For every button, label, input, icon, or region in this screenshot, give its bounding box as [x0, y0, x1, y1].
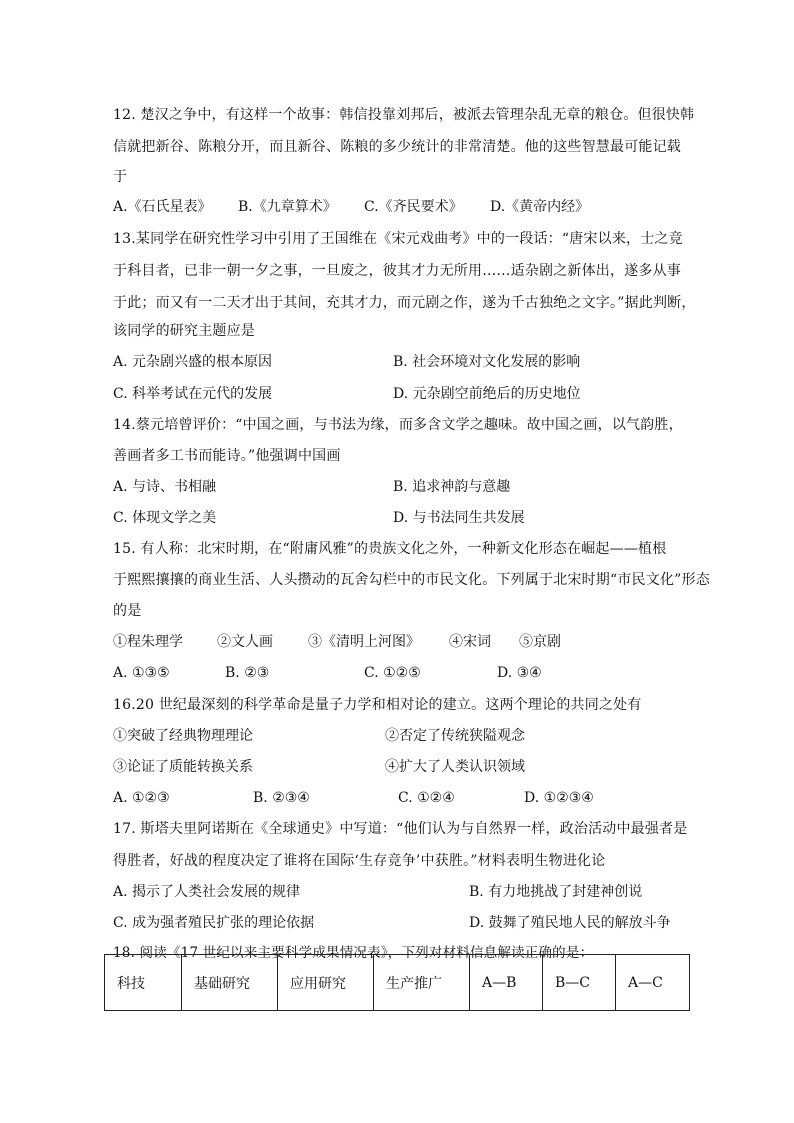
q13-line-2: 于科目者，已非一朝一夕之事，一旦废之，彼其才力无所用……适杂剧之新体出，遂多从事 — [113, 263, 681, 279]
q16-option-c: C. ①②④ — [398, 790, 455, 806]
q16-item-3: ③论证了质能转换关系 — [113, 759, 253, 775]
q15-option-c: C. ①②⑤ — [364, 665, 421, 681]
q13-line-3: 于此；而又有一二天才出于其间，充其才力，而元剧之作，遂为千古独绝之文字。”据此判断， — [113, 295, 696, 311]
q13-option-a: A. 元杂剧兴盛的根本原因 — [113, 354, 273, 370]
table-header-cell: A—B — [470, 955, 543, 1011]
table-header-cell: 生产推广 — [374, 955, 470, 1011]
q15-item-4: ④宋词 — [449, 634, 491, 650]
q15-option-d: D. ③④ — [497, 665, 542, 681]
q12-line-1: 12. 楚汉之争中，有这样一个故事：韩信投靠刘邦后，被派去管理杂乱无章的粮仓。但很快韩 — [113, 107, 695, 123]
q17-option-d: D. 鼓舞了殖民地人民的解放斗争 — [469, 915, 671, 931]
table-header-cell: A—C — [616, 955, 690, 1011]
q15-line-3: 的是 — [113, 603, 142, 619]
table-row — [105, 955, 690, 1011]
q13-line-4: 该同学的研究主题应是 — [113, 323, 255, 339]
q15-item-5: ⑤京剧 — [519, 634, 561, 650]
q13-option-b: B. 社会环境对文化发展的影响 — [393, 354, 581, 370]
q15-item-1: ①程朱理学 — [113, 634, 183, 650]
q18-line-1: 18. 阅读《17 世纪以来主要科学成果情况表》，下列对材料信息解读正确的是： — [113, 945, 594, 961]
q13-option-c: C. 科举考试在元代的发展 — [113, 386, 273, 402]
q17-option-c: C. 成为强者殖民扩张的理论依据 — [113, 915, 315, 931]
q15-item-3: ③《清明上河图》 — [308, 634, 420, 650]
q14-option-d: D. 与书法同生共发展 — [393, 510, 525, 526]
q17-line-1: 17. 斯塔夫里阿诺斯在《全球通史》中写道：“他们认为与自然界一样，政治活动中最强者是 — [113, 821, 688, 837]
q17-line-2: 得胜者，好战的程度决定了谁将在国际‘生存竞争’中获胜。”材料表明生物进化论 — [113, 853, 606, 869]
q14-option-a: A. 与诗、书相融 — [113, 479, 217, 495]
q13-line-1: 13.某同学在研究性学习中引用了王国维在《宋元戏曲考》中的一段话：“唐宋以来，士之竞 — [113, 231, 683, 247]
q15-item-2: ②文人画 — [217, 634, 273, 650]
q16-item-2: ②否定了传统狭隘观念 — [385, 728, 525, 744]
q16-item-4: ④扩大了人类认识领域 — [385, 759, 525, 775]
table-header-cell: 科技 — [105, 955, 182, 1011]
q16-line-1: 16.20 世纪最深刻的科学革命是量子力学和相对论的建立。这两个理论的共同之处有 — [113, 697, 642, 713]
q12-option-b: B.《九章算术》 — [238, 199, 337, 215]
q16-option-a: A. ①②③ — [113, 790, 170, 806]
q12-option-c: C.《齐民要术》 — [364, 199, 463, 215]
table-header-cell: 基础研究 — [182, 955, 278, 1011]
q15-option-a: A. ①③⑤ — [113, 665, 170, 681]
q12-option-d: D.《黄帝内经》 — [490, 199, 590, 215]
q12-line-3: 于 — [113, 169, 128, 185]
q16-option-d: D. ①②③④ — [524, 790, 594, 806]
table-header-cell: 应用研究 — [278, 955, 374, 1011]
q16-option-b: B. ②③④ — [253, 790, 310, 806]
q14-option-b: B. 追求神韵与意趣 — [393, 479, 511, 495]
q14-line-2: 善画者多工书而能诗。”他强调中国画 — [113, 448, 341, 464]
q17-option-a: A. 揭示了人类社会发展的规律 — [113, 884, 301, 900]
q14-option-c: C. 体现文学之美 — [113, 510, 217, 526]
table-header-cell: B—C — [543, 955, 616, 1011]
q15-option-b: B. ②③ — [225, 665, 270, 681]
q16-item-1: ①突破了经典物理理论 — [113, 728, 253, 744]
q12-option-a: A.《石氏星表》 — [113, 199, 212, 215]
science-results-table — [104, 954, 690, 1011]
q13-option-d: D. 元杂剧空前绝后的历史地位 — [393, 386, 581, 402]
q17-option-b: B. 有力地挑战了封建神创说 — [469, 884, 643, 900]
q15-line-2: 于熙熙攘攘的商业生活、人头攒动的瓦舍勾栏中的市民文化。下列属于北宋时期“市民文化”形态 — [113, 572, 710, 588]
q12-line-2: 信就把新谷、陈粮分开，而且新谷、陈粮的多少统计的非常清楚。他的这些智慧最可能记载 — [113, 139, 681, 155]
q14-line-1: 14.蔡元培曾评价：“中国之画，与书法为缘，而多含文学之趣味。故中国之画，以气韵胜， — [113, 417, 683, 433]
q15-line-1: 15. 有人称：北宋时期，在“附庸风雅”的贵族文化之外，一种新文化形态在崛起——植根 — [113, 541, 667, 557]
